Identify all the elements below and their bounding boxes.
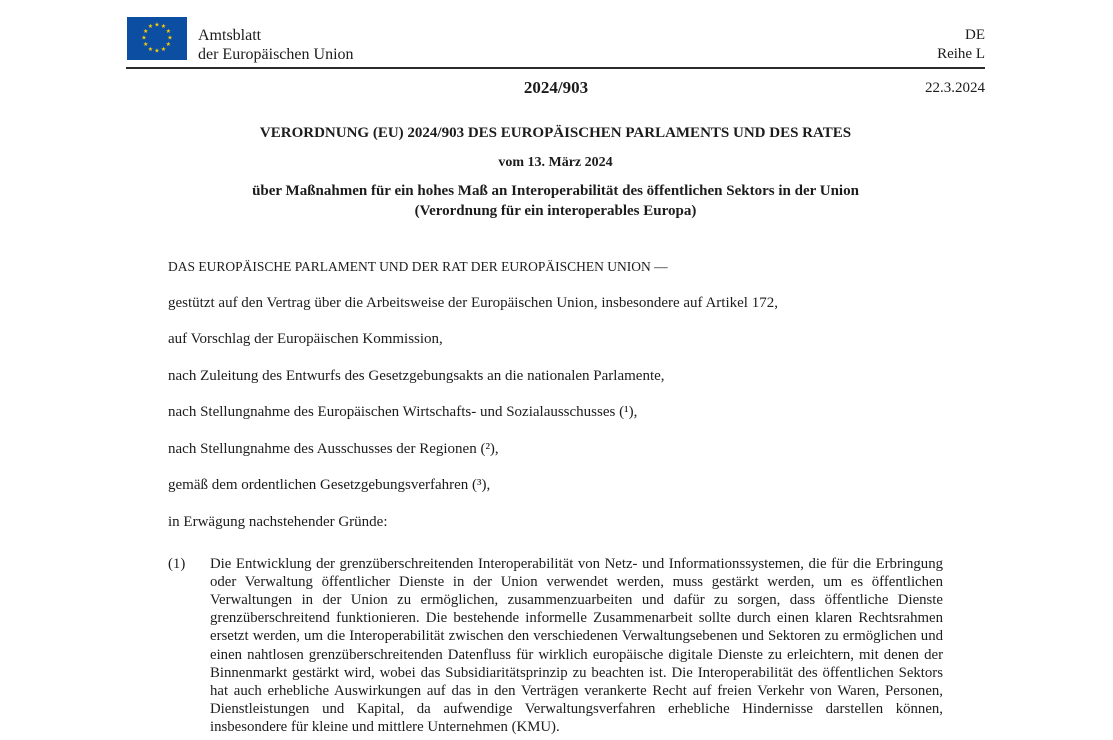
act-title-line3: über Maßnahmen für ein hohes Maß an Interoperabilität des öffentlichen Sektors in der Union [252, 183, 859, 199]
preamble-line: nach Stellungnahme des Europäischen Wirtschafts- und Sozialausschusses (¹), [168, 404, 638, 420]
journal-header [127, 17, 985, 64]
act-title [168, 124, 943, 221]
language-code: DE [965, 27, 985, 43]
document-body [168, 257, 943, 737]
preamble [168, 257, 943, 532]
svg-text:★: ★ [147, 24, 154, 31]
journal-name-line1: Amtsblatt [198, 27, 262, 44]
eu-flag-icon [127, 17, 187, 60]
act-title-line1: VERORDNUNG (EU) 2024/903 DES EUROPÄISCHEN PARLAMENTS UND DES RATES [259, 125, 852, 141]
preamble-line: gemäß dem ordentlichen Gesetzgebungsverfahren (³), [168, 477, 491, 493]
recital-number: (1) [168, 555, 186, 572]
series-label: Reihe L [937, 46, 985, 62]
svg-text:★: ★ [141, 35, 147, 42]
preamble-line: nach Zuleitung des Entwurfs des Gesetzgebungsakts an die nationalen Parlamente, [168, 367, 665, 384]
svg-text:★: ★ [167, 35, 173, 42]
journal-name-line2: der Europäischen Union [198, 46, 354, 63]
masthead-row [127, 78, 985, 98]
preamble-line: DAS EUROPÄISCHE PARLAMENT UND DER RAT DER EUROPÄISCHEN UNION — [168, 259, 668, 274]
svg-text:★: ★ [154, 48, 160, 55]
header-right [937, 26, 985, 64]
document-number: 2024/903 [523, 78, 589, 97]
act-title-subject [168, 182, 943, 221]
header-divider [126, 67, 985, 69]
svg-text:★: ★ [165, 42, 171, 48]
svg-text:★: ★ [154, 22, 160, 29]
svg-text:★: ★ [147, 46, 154, 53]
svg-text:★: ★ [160, 46, 167, 53]
svg-text:★: ★ [160, 24, 167, 31]
preamble-line: nach Stellungnahme des Ausschusses der Regionen (²), [168, 440, 499, 457]
preamble-line: in Erwägung nachstehender Gründe: [168, 513, 388, 530]
svg-text:★: ★ [143, 42, 149, 48]
act-title-date-line: vom 13. März 2024 [498, 155, 613, 170]
preamble-line: gestützt auf den Vertrag über die Arbeitsweise der Europäischen Union, insbesondere auf Artikel 172, [168, 294, 778, 311]
publication-date: 22.3.2024 [925, 80, 985, 96]
svg-text:★: ★ [165, 29, 171, 35]
journal-name [198, 26, 354, 64]
recital-item [168, 555, 943, 737]
svg-text:★: ★ [143, 29, 149, 35]
act-title-line4: (Verordnung für ein interoperables Europa) [414, 202, 697, 219]
preamble-line: auf Vorschlag der Europäischen Kommission, [168, 331, 443, 347]
recital-text: Die Entwicklung der grenzüberschreitenden Interoperabilität von Netz- und Informationssystemen, die für die Erbringung oder Verwaltung öffentlicher Dienste in der Union verwendet werden, muss gestärkt werden, um es öffentlichen Verwaltungen in der Union zu ermöglichen, zusammenzuarbeiten und dafür zu sorgen, dass öffentliche Dienste grenzüberschreitend funktionieren. Die bestehende informelle Zusammenarbeit sollte durch einen klaren Rechtsrahmen ersetzt werden, um die Interoperabilität zwischen den verschiedenen Verwaltungsebenen und Sektoren zu ermöglichen und einen nahtlosen grenzüberschreitenden Datenfluss für wirklich europäische digitale Dienste zu erleichtern, mit denen der Binnenmarkt gestärkt wird, wobei das Subsidiaritätsprinzip zu beachten ist. Die Interoperabilität des öffentlichen Sektors hat auch erhebliche Auswirkungen auf das in den Verträgen verankerte Recht auf freien Verkehr von Waren, Personen, Dienstleistungen und Kapital, da aufwendige Verwaltungsverfahren erhebliche Hindernisse darstellen können, insbesondere für kleine und mittlere Unternehmen (KMU). [210, 555, 943, 736]
